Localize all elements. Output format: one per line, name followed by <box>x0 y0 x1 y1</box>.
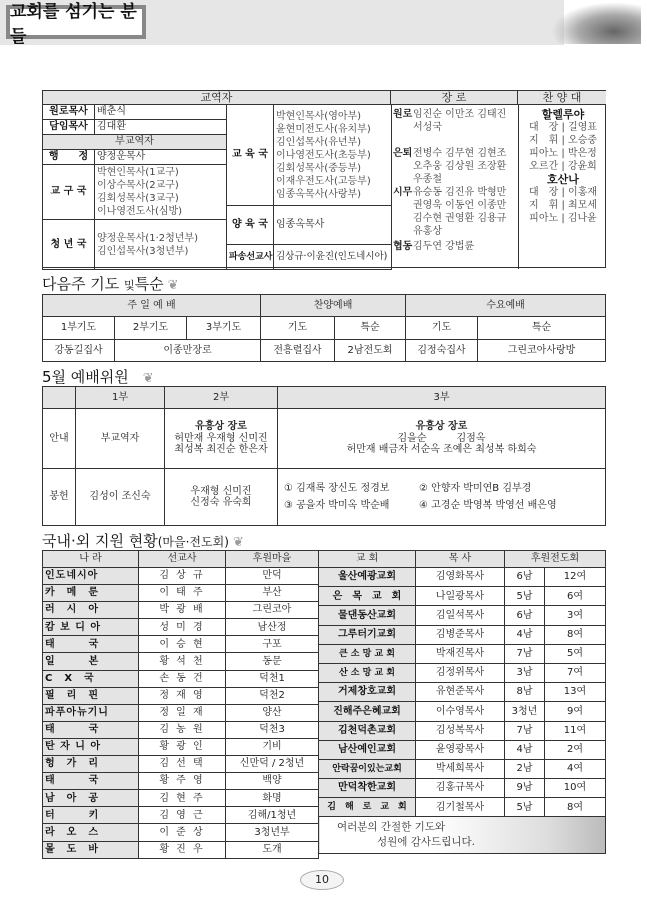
name: 이나영전도사(초등부) <box>276 149 371 161</box>
country: 필 리 핀 <box>43 687 139 704</box>
names: 우재형 신미진 <box>190 485 252 497</box>
church: 안락꿈이있는교회 <box>319 759 416 778</box>
missionary: 황 석 천 <box>139 653 226 670</box>
village: 화명 <box>226 790 319 807</box>
col-head: 후원마을 <box>226 551 319 568</box>
prayer-title: 다음주 기도 및특순 ❦ <box>42 275 179 293</box>
table-row <box>319 644 606 663</box>
country: 헝 가 리 <box>43 756 139 773</box>
table-row <box>43 602 319 619</box>
men-group: 9남 <box>505 779 545 798</box>
choir-list <box>521 108 605 225</box>
men-group: 6남 <box>505 606 545 625</box>
missionary: 이 준 상 <box>139 824 226 841</box>
table-row <box>43 619 319 636</box>
men-group: 7남 <box>505 721 545 740</box>
church: 산 소 망 교 회 <box>319 663 416 682</box>
men-group: 4남 <box>505 740 545 759</box>
women-group: 4여 <box>545 759 606 778</box>
table-row <box>43 687 319 704</box>
group-head: 찬양예배 <box>261 295 406 317</box>
label: 시무 <box>393 187 413 198</box>
names: 김두연 강법륜 <box>413 241 475 252</box>
table-row <box>43 824 319 841</box>
pastor: 김성복목사 <box>416 721 505 740</box>
row-label: 봉헌 <box>43 469 76 526</box>
men-group: 4남 <box>505 625 545 644</box>
table-row <box>319 683 606 702</box>
women-group: 8여 <box>545 798 606 817</box>
names: ③ 공을자 박미옥 박순배 <box>284 500 390 511</box>
missionary: 김 농 원 <box>139 721 226 738</box>
cell: 김성이 조신숙 <box>76 469 165 526</box>
names: ① 김재록 장신도 정경보 <box>284 483 390 494</box>
missionary: 황 광 인 <box>139 738 226 755</box>
choir-name: 할렐루야 <box>541 108 585 121</box>
pastor: 이수영목사 <box>416 702 505 721</box>
label: 담임목사 <box>43 120 95 135</box>
missionary: 황 주 영 <box>139 773 226 790</box>
label: 행 정 <box>43 150 95 165</box>
village: 기비 <box>226 738 319 755</box>
label: 원로목사 <box>43 105 95 120</box>
table-row <box>43 807 319 824</box>
name: 김상규·이윤진(인도네시아) <box>274 245 392 270</box>
churches-table <box>318 550 606 854</box>
col-head: 특순 <box>335 317 406 340</box>
names: 최성복 최진순 한은자 <box>174 444 268 456</box>
name: 김인섭목사(3청년부) <box>97 245 189 257</box>
pastor: 김영화목사 <box>416 568 505 587</box>
church: 진해주은혜교회 <box>319 702 416 721</box>
name: 양정운목사 <box>95 150 227 165</box>
name: 양정운목사(1·2청년부) <box>97 232 198 244</box>
table-row <box>319 568 606 587</box>
table-row <box>43 790 319 807</box>
leader: 유흥상 장로 <box>195 421 247 433</box>
names: 유승동 김진유 박형만 권영욱 이동언 이종만 김수현 권영환 김용규 유홍상 <box>413 187 507 237</box>
leaf-icon: ❦ <box>142 371 154 386</box>
staff-mid-table <box>226 104 392 270</box>
cell: 부교역자 <box>76 409 165 469</box>
church: 김천덕촌교회 <box>319 721 416 740</box>
page-title: 교회를 섬기는 분들 <box>6 5 146 39</box>
associate-head: 부교역자 <box>43 135 227 150</box>
table-row <box>43 568 319 585</box>
cell: 이종만장로 <box>115 340 261 362</box>
elders-head: 장 로 <box>391 91 518 105</box>
women-group: 6여 <box>545 587 606 606</box>
col-head: 1부 <box>76 387 165 409</box>
label: 협동 <box>393 241 413 252</box>
missionary: 황 진 우 <box>139 841 226 858</box>
leaf-icon: ❦ <box>232 535 244 550</box>
staff-left-table <box>42 104 227 270</box>
col-head: 특순 <box>478 317 606 340</box>
names: ② 안향자 박미연B 김부경 <box>419 483 532 494</box>
church: 울산예광교회 <box>319 568 416 587</box>
table-row <box>319 702 606 721</box>
member: 지 휘 | 최모세 <box>528 200 598 211</box>
missionary: 김 상 규 <box>139 568 226 585</box>
col-head: 기도 <box>261 317 335 340</box>
member: 지 휘 | 오승중 <box>528 135 598 146</box>
village: 도개 <box>226 841 319 858</box>
member: 오르간 | 강윤희 <box>529 161 597 172</box>
missionary: 김 영 근 <box>139 807 226 824</box>
member: 대 장 | 길영표 <box>528 122 598 133</box>
country: 러 시 아 <box>43 602 139 619</box>
village: 그린코아 <box>226 602 319 619</box>
table-row <box>43 653 319 670</box>
table-row <box>319 606 606 625</box>
page-header <box>0 0 564 45</box>
name: 김대환 <box>95 120 227 135</box>
women-group: 2여 <box>545 740 606 759</box>
name: 박현인목사(1교구) <box>97 167 179 178</box>
name: 김회성목사(3교구) <box>97 193 179 204</box>
pastor: 김병준목사 <box>416 625 505 644</box>
message-line: 성원에 감사드립니다. <box>377 836 475 849</box>
men-group: 5남 <box>505 587 545 606</box>
name: 이상수목사(2교구) <box>97 180 179 191</box>
names: ④ 고경순 박영복 박영선 배은영 <box>419 500 557 511</box>
staff-section <box>42 90 606 268</box>
country: 파푸아뉴기니 <box>43 704 139 721</box>
men-group: 7남 <box>505 644 545 663</box>
label: 교 구 국 <box>43 165 95 220</box>
village: 3청년부 <box>226 824 319 841</box>
thanks-message <box>319 817 606 854</box>
col-head: 목 사 <box>416 551 505 568</box>
name: 임종옥목사 <box>274 206 392 245</box>
label: 원로 <box>393 109 413 120</box>
elders-list <box>393 108 517 253</box>
women-group: 8여 <box>545 625 606 644</box>
women-group: 9여 <box>545 702 606 721</box>
country: 카 메 룬 <box>43 585 139 602</box>
table-row <box>319 740 606 759</box>
cell: 전흥렬집사 <box>261 340 335 362</box>
men-group: 6남 <box>505 568 545 587</box>
missionary: 성 미 경 <box>139 619 226 636</box>
table-row <box>319 721 606 740</box>
country: 라 오 스 <box>43 824 139 841</box>
col-head: 나 라 <box>43 551 139 568</box>
missionary: 김 선 택 <box>139 756 226 773</box>
table-row <box>43 670 319 687</box>
country: 일 본 <box>43 653 139 670</box>
village: 신만덕 / 2청년 <box>226 756 319 773</box>
name: 김회성목사(중등부) <box>276 162 362 174</box>
table-row <box>319 625 606 644</box>
member: 대 장 | 이홍재 <box>528 187 598 198</box>
village: 동문 <box>226 653 319 670</box>
church: 그루터기교회 <box>319 625 416 644</box>
village: 김해/1청년 <box>226 807 319 824</box>
missions-table <box>42 550 319 859</box>
country: 인도네시아 <box>43 568 139 585</box>
church: 만덕착한교회 <box>319 779 416 798</box>
name: 배춘식 <box>95 105 227 120</box>
country: 태 국 <box>43 773 139 790</box>
names: 신정숙 유숙희 <box>190 497 252 508</box>
pastor: 김기철목사 <box>416 798 505 817</box>
missionary: 이 승 현 <box>139 636 226 653</box>
women-group: 7여 <box>545 663 606 682</box>
col-head: 2부기도 <box>115 317 187 340</box>
cell: 강동길집사 <box>43 340 115 362</box>
names: 김을순 김점옥 <box>397 432 486 444</box>
village: 덕천2 <box>226 687 319 704</box>
table-row <box>319 587 606 606</box>
church: 김 해 로 교 회 <box>319 798 416 817</box>
pastor: 김일석목사 <box>416 606 505 625</box>
village: 만덕 <box>226 568 319 585</box>
village: 부산 <box>226 585 319 602</box>
missionary: 김 현 주 <box>139 790 226 807</box>
pastor: 윤영광목사 <box>416 740 505 759</box>
choir-name: 호산나 <box>547 173 579 186</box>
country: 남 아 공 <box>43 790 139 807</box>
name: 윤현미전도사(유치부) <box>276 123 371 135</box>
table-row <box>319 759 606 778</box>
col-head: 1부기도 <box>43 317 115 340</box>
women-group: 11여 <box>545 721 606 740</box>
name: 박현인목사(영아부) <box>276 110 362 122</box>
col-head: 선교사 <box>139 551 226 568</box>
church: 물댄동산교회 <box>319 606 416 625</box>
names: 임진순 이만조 김태진 서성국 <box>413 109 507 133</box>
prayer-table <box>42 294 606 362</box>
table-row <box>319 663 606 682</box>
table-row <box>319 779 606 798</box>
table-row <box>43 756 319 773</box>
leader: 유흥상 장로 <box>415 421 468 433</box>
group-head: 주 일 예 배 <box>43 295 261 317</box>
women-group: 5여 <box>545 644 606 663</box>
worship-table <box>42 386 606 526</box>
church: 큰 소 망 교 회 <box>319 644 416 663</box>
col-head: 기도 <box>406 317 478 340</box>
member: 피아노 | 김나윤 <box>529 213 597 224</box>
men-group: 5남 <box>505 798 545 817</box>
table-row <box>43 773 319 790</box>
label: 양 육 국 <box>227 206 274 245</box>
col-head: 2부 <box>165 387 278 409</box>
country: 터 키 <box>43 807 139 824</box>
col-head: 교 회 <box>319 551 416 568</box>
village: 덕천3 <box>226 721 319 738</box>
name: 이나영전도사(심방) <box>97 206 183 217</box>
support-title: 국내·외 지원 현황(마을·전도회) ❦ <box>42 532 244 550</box>
message-line: 여러분의 간절한 기도와 <box>337 821 446 834</box>
names: 허만재 우재형 신미진 <box>174 432 268 444</box>
table-row <box>43 738 319 755</box>
hand-plant-illustration <box>551 2 641 44</box>
table-row <box>43 636 319 653</box>
col-head: 후원전도회 <box>505 551 606 568</box>
pastor: 김홍규목사 <box>416 779 505 798</box>
page-number: 10 <box>300 870 344 890</box>
col-head: 3부기도 <box>187 317 261 340</box>
cell: 김정숙집사 <box>406 340 478 362</box>
church: 거제창호교회 <box>319 683 416 702</box>
name: 이재우전도사(고등부) <box>276 175 371 187</box>
village: 구포 <box>226 636 319 653</box>
men-group: 3남 <box>505 663 545 682</box>
women-group: 3여 <box>545 606 606 625</box>
country: 캄 보 디 아 <box>43 619 139 636</box>
village: 덕천1 <box>226 670 319 687</box>
village: 남산정 <box>226 619 319 636</box>
women-group: 10여 <box>545 779 606 798</box>
women-group: 13여 <box>545 683 606 702</box>
group-head: 수요예배 <box>406 295 606 317</box>
men-group: 3청년 <box>505 702 545 721</box>
missionary: 정 일 재 <box>139 704 226 721</box>
label: 교 육 국 <box>227 105 274 206</box>
men-group: 2남 <box>505 759 545 778</box>
women-group: 12여 <box>545 568 606 587</box>
worship-title: 5월 예배위원 ❦ <box>42 368 154 386</box>
church: 은 목 교 회 <box>319 587 416 606</box>
men-group: 8남 <box>505 683 545 702</box>
church: 남산예인교회 <box>319 740 416 759</box>
label: 청 년 국 <box>43 220 95 270</box>
village: 백양 <box>226 773 319 790</box>
col-head: 3부 <box>278 387 606 409</box>
country: 태 국 <box>43 636 139 653</box>
names: 허만재 배금자 서순옥 조예은 최성복 하희숙 <box>346 444 537 456</box>
table-row <box>43 704 319 721</box>
table-row <box>43 585 319 602</box>
staff-head: 교역자 <box>43 91 391 105</box>
pastor: 나일광목사 <box>416 587 505 606</box>
country: 태 국 <box>43 721 139 738</box>
cell: 2남전도회 <box>335 340 406 362</box>
pastor: 김정위목사 <box>416 663 505 682</box>
table-row <box>43 721 319 738</box>
member: 피아노 | 박은정 <box>529 148 597 159</box>
row-label: 안내 <box>43 409 76 469</box>
table-row <box>43 841 319 858</box>
missionary: 정 재 영 <box>139 687 226 704</box>
pastor: 박재진목사 <box>416 644 505 663</box>
cell: 그린코아사랑방 <box>478 340 606 362</box>
village: 양산 <box>226 704 319 721</box>
name: 임종옥목사(사랑부) <box>276 188 362 200</box>
names: 전병수 김무현 김현조 오추웅 김상원 조장환 우종철 <box>413 148 507 185</box>
name: 김인섭목사(유년부) <box>276 136 362 148</box>
table-row <box>319 798 606 817</box>
pastor: 박세희목사 <box>416 759 505 778</box>
label: 파송선교사 <box>227 245 274 270</box>
missionary: 이 태 주 <box>139 585 226 602</box>
leaf-icon: ❦ <box>167 278 179 293</box>
country: 탄 자 니 아 <box>43 738 139 755</box>
country: 몰 도 바 <box>43 841 139 858</box>
missionary: 손 동 건 <box>139 670 226 687</box>
missionary: 박 광 배 <box>139 602 226 619</box>
choir-head: 찬 양 대 <box>518 91 606 105</box>
country: C X 국 <box>43 670 139 687</box>
pastor: 유현준목사 <box>416 683 505 702</box>
label: 은퇴 <box>393 148 413 159</box>
